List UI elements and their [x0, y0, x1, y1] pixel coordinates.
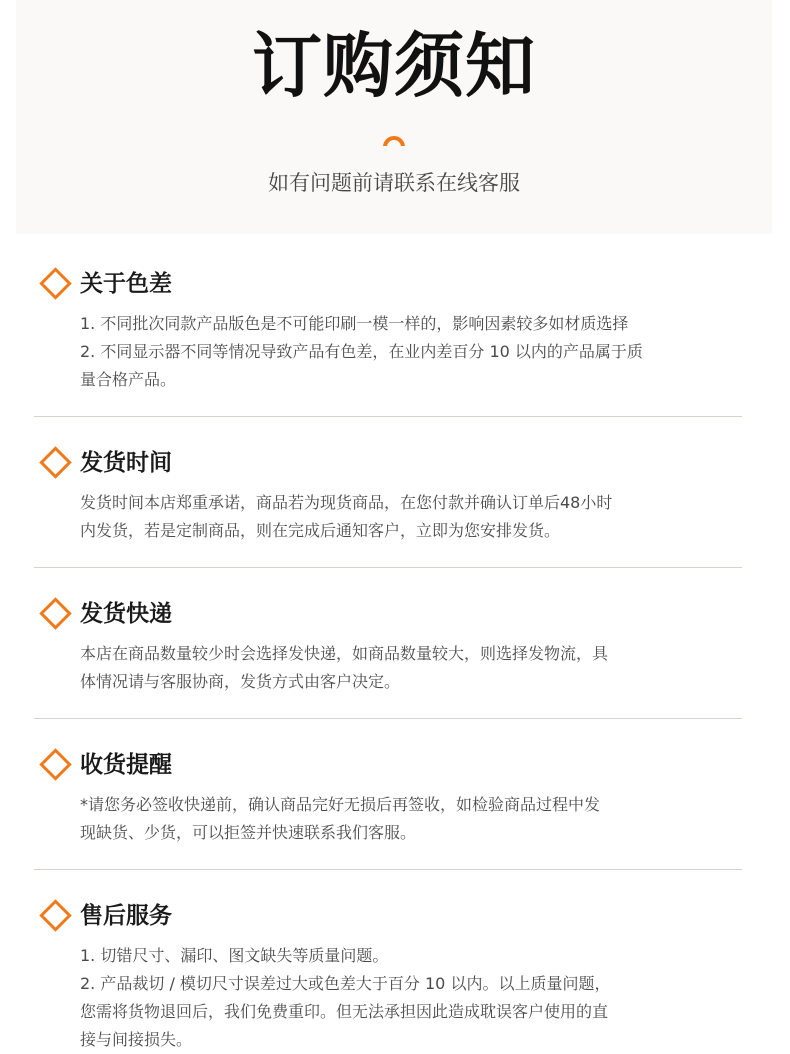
page-title: 订购须知	[252, 25, 536, 107]
page-subtitle: 如有问题前请联系在线客服	[268, 171, 520, 195]
section-divider	[34, 416, 742, 417]
section-title: 发货时间	[80, 450, 172, 476]
section-receipt-reminder	[34, 743, 742, 847]
section-divider	[34, 567, 742, 568]
section-body	[80, 640, 742, 696]
section-title: 售后服务	[80, 903, 172, 929]
diamond-icon	[39, 899, 72, 932]
section-line: 2. 不同显示器不同等情况导致产品有色差，在业内差百分 10 以内的产品属于质	[80, 342, 643, 361]
section-title: 收货提醒	[80, 752, 172, 778]
section-title: 关于色差	[80, 271, 172, 297]
section-header	[34, 894, 742, 938]
section-line: 您需将货物退回后，我们免费重印。但无法承担因此造成耽误客户使用的直	[80, 1002, 609, 1021]
section-header	[34, 441, 742, 485]
section-header	[34, 743, 742, 787]
section-line: 内发货，若是定制商品，则在完成后通知客户，立即为您安排发货。	[80, 521, 561, 540]
section-line: 1. 不同批次同款产品版色是不可能印刷一模一样的，影响因素较多如材质选择	[80, 314, 629, 333]
section-color-difference	[34, 262, 742, 394]
arc-icon	[383, 136, 405, 146]
section-shipping-time	[34, 441, 742, 545]
section-title: 发货快递	[80, 601, 172, 627]
section-after-sales	[34, 894, 742, 1054]
section-body	[80, 942, 742, 1054]
section-line: 现缺货、少货，可以拒签并快速联系我们客服。	[80, 823, 417, 842]
section-line: 1. 切错尺寸、漏印、图文缺失等质量问题。	[80, 946, 389, 965]
section-header	[34, 262, 742, 306]
diamond-icon	[39, 597, 72, 630]
diamond-icon	[39, 446, 72, 479]
diamond-icon	[39, 267, 72, 300]
diamond-icon	[39, 748, 72, 781]
section-divider	[34, 869, 742, 870]
section-line: 量合格产品。	[80, 370, 177, 389]
section-shipping-express	[34, 592, 742, 696]
section-line: *请您务必签收快递前，确认商品完好无损后再签收，如检验商品过程中发	[80, 795, 601, 814]
section-line: 接与间接损失。	[80, 1030, 193, 1049]
section-line: 体情况请与客服协商，发货方式由客户决定。	[80, 672, 401, 691]
section-line: 本店在商品数量较少时会选择发快递，如商品数量较大，则选择发物流，具	[80, 644, 609, 663]
section-line: 2. 产品裁切 / 模切尺寸误差过大或色差大于百分 10 以内。以上质量问题，	[80, 974, 611, 993]
section-body	[80, 489, 742, 545]
section-header	[34, 592, 742, 636]
section-line: 发货时间本店郑重承诺，商品若为现货商品，在您付款并确认订单后48小时	[80, 493, 613, 512]
notice-sections	[34, 262, 742, 1054]
section-divider	[34, 718, 742, 719]
section-body	[80, 310, 742, 394]
header-banner	[16, 0, 772, 234]
section-body	[80, 791, 742, 847]
